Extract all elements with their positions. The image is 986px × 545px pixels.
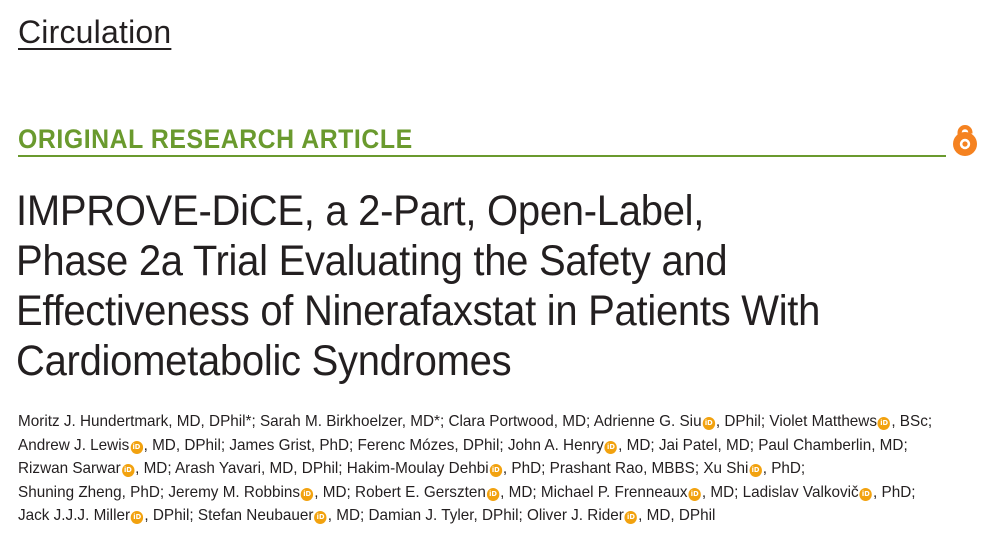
section-header xyxy=(18,124,984,160)
author-text: , PhD; Prashant Rao, MBBS; Xu Shi xyxy=(502,460,749,477)
title-line: IMPROVE-DiCE, a 2-Part, Open-Label, xyxy=(16,187,705,235)
title-line: Phase 2a Trial Evaluating the Safety and xyxy=(16,237,728,285)
open-access-icon xyxy=(948,124,982,158)
author-text: Moritz J. Hundertmark, MD, DPhil*; Sarah M. Birkhoelzer, MD*; Clara Portwood, MD; Adrienne G. Siu xyxy=(18,413,702,430)
orcid-icon[interactable]: iD xyxy=(490,464,502,477)
author-text: Jack J.J.J. Miller xyxy=(18,507,131,524)
orcid-icon[interactable]: iD xyxy=(122,464,134,477)
author-line xyxy=(18,504,935,528)
author-text: , MD; Ladislav Valkovič xyxy=(701,483,859,501)
orcid-icon[interactable]: iD xyxy=(860,488,872,501)
author-text: , MD, DPhil xyxy=(638,507,716,524)
author-text: , MD; Michael P. Frenneaux xyxy=(500,483,688,501)
section-divider xyxy=(18,155,946,157)
author-list xyxy=(18,410,978,528)
orcid-icon[interactable]: iD xyxy=(749,464,761,477)
author-text: , BSc; xyxy=(891,413,933,430)
author-text: , PhD; xyxy=(762,460,806,477)
author-text: , DPhil; Stefan Neubauer xyxy=(144,507,314,524)
author-text: , MD; Robert E. Gerszten xyxy=(314,483,486,501)
journal-name[interactable]: Circulation xyxy=(18,14,172,50)
orcid-icon[interactable]: iD xyxy=(605,441,617,454)
author-text: Andrew J. Lewis xyxy=(18,436,130,454)
orcid-icon[interactable]: iD xyxy=(130,441,142,454)
title-line: Effectiveness of Ninerafaxstat in Patients With xyxy=(16,287,821,335)
author-text: , MD; Arash Yavari, MD, DPhil; Hakim-Moulay Dehbi xyxy=(135,460,489,477)
orcid-icon[interactable]: iD xyxy=(878,417,890,430)
orcid-icon[interactable]: iD xyxy=(689,488,701,501)
section-label: ORIGINAL RESEARCH ARTICLE xyxy=(18,124,413,154)
orcid-icon[interactable]: iD xyxy=(314,511,326,524)
author-text: Shuning Zheng, PhD; Jeremy M. Robbins xyxy=(18,483,300,501)
author-line xyxy=(18,434,935,458)
orcid-icon[interactable]: iD xyxy=(625,511,637,524)
title-line: Cardiometabolic Syndromes xyxy=(16,337,512,385)
author-text: , MD, DPhil; James Grist, PhD; Ferenc Mózes, DPhil; John A. Henry xyxy=(143,436,604,454)
author-text: , DPhil; Violet Matthews xyxy=(715,413,877,430)
author-line xyxy=(18,410,935,434)
article-title xyxy=(16,186,966,386)
author-line xyxy=(18,457,935,481)
orcid-icon[interactable]: iD xyxy=(703,417,715,430)
orcid-icon[interactable]: iD xyxy=(301,488,313,501)
author-text: , MD; Damian J. Tyler, DPhil; Oliver J. Rider xyxy=(327,507,624,524)
orcid-icon[interactable]: iD xyxy=(487,488,499,501)
author-text: Rizwan Sarwar xyxy=(18,460,121,477)
orcid-icon[interactable]: iD xyxy=(131,511,143,524)
author-text: , MD; Jai Patel, MD; Paul Chamberlin, MD; xyxy=(618,436,908,454)
author-text: , PhD; xyxy=(873,483,916,501)
author-line xyxy=(18,481,935,505)
